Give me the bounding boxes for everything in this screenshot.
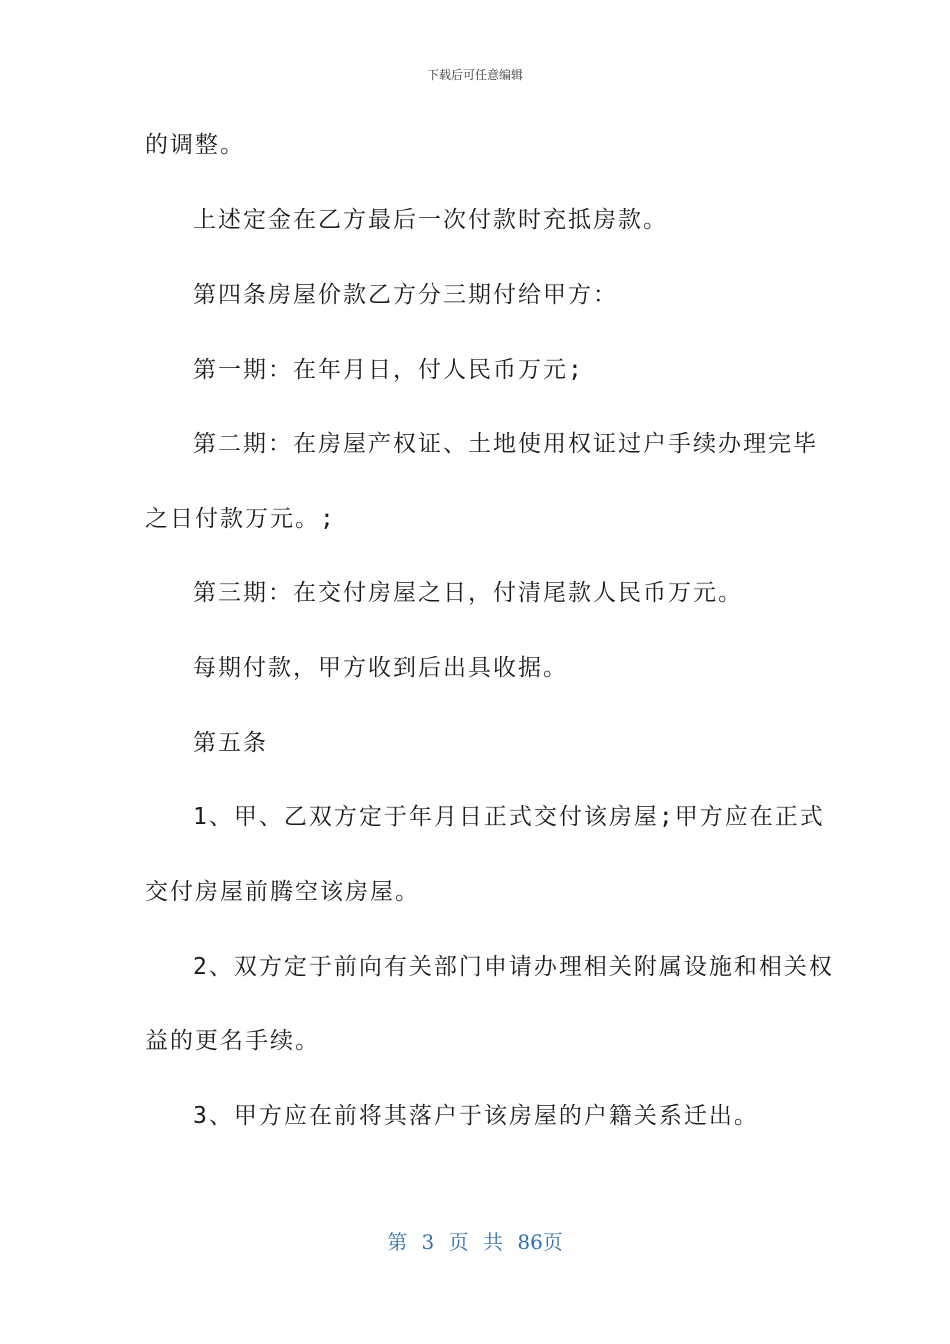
text-line: 第二期：在房屋产权证、土地使用权证过户手续办理完毕 (193, 431, 818, 457)
page-header: 下载后可任意编辑 (426, 68, 523, 82)
text-line: 2、双方定于前向有关部门申请办理相关附属设施和相关权 (193, 954, 834, 980)
text-line: 益的更名手续。 (145, 1028, 320, 1054)
text-line: 第三期：在交付房屋之日，付清尾款人民币万元。 (193, 580, 743, 606)
text-line: 的调整。 (145, 132, 245, 158)
text-line: 交付房屋前腾空该房屋。 (145, 879, 420, 905)
text-line: 1、甲、乙双方定于年月日正式交付该房屋;甲方应在正式 (193, 804, 825, 830)
text-line: 每期付款，甲方收到后出具收据。 (193, 655, 568, 681)
text-line: 之日付款万元。; (145, 506, 336, 532)
text-line: 第四条房屋价款乙方分三期付给甲方： (193, 282, 618, 308)
text-line: 3、甲方应在前将其落户于该房屋的户籍关系迁出。 (193, 1103, 759, 1129)
text-line: 第五条 (193, 730, 268, 756)
page-number-footer: 第 3 页 共 86页 (387, 1230, 563, 1254)
text-line: 第一期：在年月日，付人民币万元; (193, 357, 584, 383)
text-line: 上述定金在乙方最后一次付款时充抵房款。 (193, 207, 668, 233)
